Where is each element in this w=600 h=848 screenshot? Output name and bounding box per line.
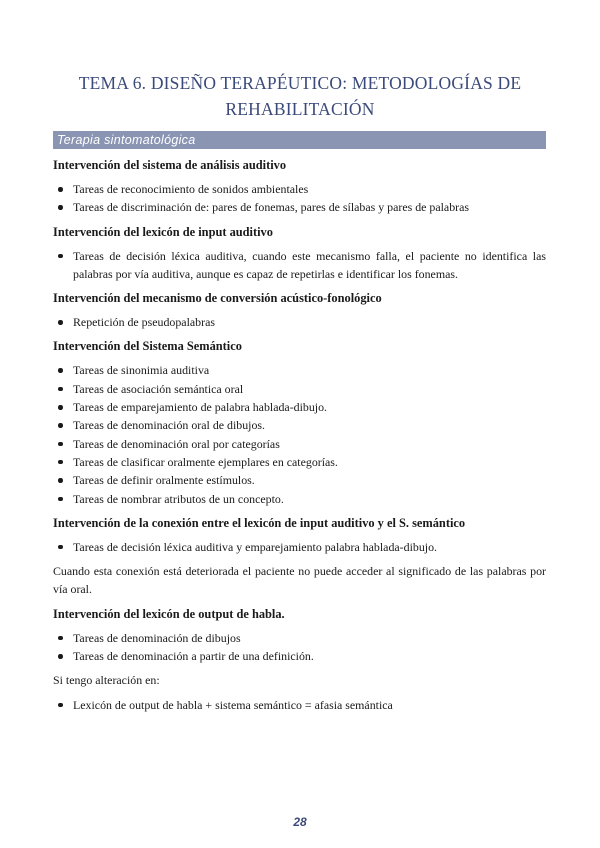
list-item: Tareas de clasificar oralmente ejemplares en categorías.	[53, 453, 546, 471]
section-header: Terapia sintomatológica	[53, 131, 546, 149]
page-number: 28	[293, 815, 307, 829]
block-semantic-system	[53, 337, 546, 507]
block-acoustic-phonological	[53, 289, 546, 331]
block-input-lexicon	[53, 223, 546, 284]
section-heading: Intervención del mecanismo de conversión acústico-fonológico	[53, 291, 382, 306]
section-heading: Intervención del sistema de análisis auditivo	[53, 158, 287, 172]
list-item: Tareas de reconocimiento de sonidos ambientales	[53, 180, 546, 198]
block-output-lexicon	[53, 605, 546, 666]
list-item: Tareas de asociación semántica oral	[53, 380, 546, 398]
block-auditory-analysis	[53, 156, 546, 217]
list-item: Tareas de denominación de dibujos	[53, 629, 546, 647]
list-item: Tareas de sinonimia auditiva	[53, 361, 546, 379]
list-item: Tareas de nombrar atributos de un concepto.	[53, 490, 546, 508]
closing-paragraph: Si tengo alteración en:	[53, 673, 160, 688]
section-heading: Intervención de la conexión entre el lexicón de input auditivo y el S. semántico	[53, 515, 466, 530]
bullet-list	[53, 313, 546, 331]
list-item: Tareas de discriminación de: pares de fonemas, pares de sílabas y pares de palabras	[53, 198, 546, 216]
bullet-list	[53, 180, 546, 217]
list-item: Tareas de denominación oral por categorías	[53, 435, 546, 453]
content-body	[53, 156, 546, 720]
section-heading: Intervención del lexicón de output de habla.	[53, 606, 285, 621]
block-input-semantic-connection	[53, 514, 546, 599]
paragraph: Cuando esta conexión está deteriorada el paciente no puede acceder al significado de las palabras por vía oral.	[53, 564, 546, 597]
bullet-list	[53, 361, 546, 507]
bullet-list	[53, 538, 546, 556]
list-item: Tareas de emparejamiento de palabra hablada-dibujo.	[53, 398, 546, 416]
bullet-list	[53, 696, 546, 714]
page-title: TEMA 6. DISEÑO TERAPÉUTICO: METODOLOGÍAS DE REHABILITACIÓN	[78, 73, 522, 119]
list-item: Tareas de decisión léxica auditiva, cuando este mecanismo falla, el paciente no identifica las palabras por vía auditiva, aunque es capaz de repetirlas e identificar los fonemas.	[53, 247, 546, 284]
list-item: Tareas de decisión léxica auditiva y emparejamiento palabra hablada-dibujo.	[53, 538, 546, 556]
list-item: Tareas de denominación a partir de una definición.	[53, 647, 546, 665]
list-item: Tareas de denominación oral de dibujos.	[53, 416, 546, 434]
section-heading: Intervención del lexicón de input auditivo	[53, 224, 273, 239]
section-heading: Intervención del Sistema Semántico	[53, 339, 242, 354]
list-item: Lexicón de output de habla + sistema semántico = afasia semántica	[53, 696, 546, 714]
list-item: Repetición de pseudopalabras	[53, 313, 546, 331]
bullet-list	[53, 247, 546, 284]
bullet-list	[53, 629, 546, 666]
list-item: Tareas de definir oralmente estímulos.	[53, 471, 546, 489]
